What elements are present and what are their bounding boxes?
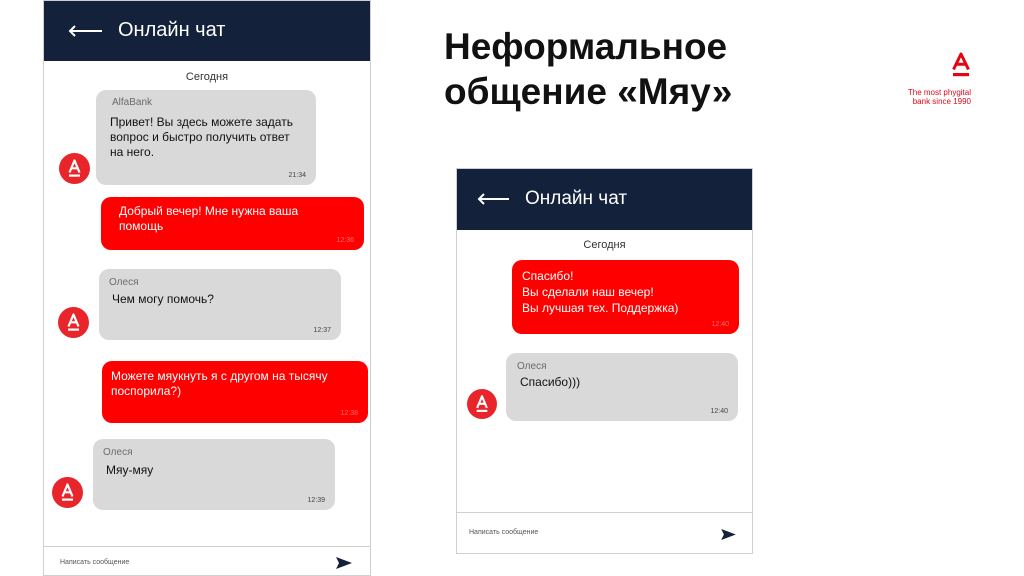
message-text — [522, 268, 678, 316]
date-separator: Сегодня — [583, 239, 626, 251]
message-line: Мяу-мяу — [106, 463, 154, 477]
message-time: 12:36 — [336, 237, 354, 244]
alfabank-avatar — [59, 153, 90, 184]
message-line: поспорила?) — [111, 384, 182, 398]
chat-window-right — [456, 168, 753, 554]
slide-title-line: Неформальное — [444, 26, 728, 67]
message-line: Спасибо! — [522, 269, 574, 283]
alfabank-logo-icon — [951, 52, 971, 80]
message-bubble-outgoing — [101, 197, 364, 250]
slide-title-line: общение «Мяу» — [444, 71, 733, 112]
message-line: помощь — [119, 219, 164, 233]
message-time: 12:38 — [340, 410, 358, 417]
chat-header — [457, 169, 752, 230]
message-line: на него. — [110, 145, 155, 159]
slide-title — [444, 24, 732, 114]
message-text — [112, 292, 214, 307]
message-line: Вы лучшая тех. Поддержка) — [522, 301, 679, 315]
composer-divider — [44, 546, 370, 547]
back-arrow-icon[interactable] — [477, 193, 511, 205]
tagline-line: The most phygital — [907, 88, 971, 97]
message-text — [119, 204, 298, 234]
alfabank-logo-icon — [52, 477, 83, 508]
send-icon[interactable] — [721, 529, 736, 540]
chat-title: Онлайн чат — [118, 19, 226, 41]
message-sender: Олеся — [103, 447, 133, 458]
message-bubble-outgoing — [102, 361, 368, 423]
tagline-line: bank since 1990 — [912, 97, 971, 106]
message-text — [106, 463, 153, 478]
message-time: 12:40 — [711, 321, 729, 328]
alfabank-avatar — [58, 307, 89, 338]
message-text — [110, 115, 293, 160]
message-time: 12:39 — [307, 497, 325, 504]
message-input[interactable]: Написать сообщение — [469, 529, 539, 536]
message-time: 21:34 — [288, 172, 306, 179]
message-sender: Олеся — [109, 277, 139, 288]
message-line: Привет! Вы здесь можете задать — [110, 115, 293, 129]
send-icon[interactable] — [336, 557, 352, 569]
chat-header — [44, 1, 370, 61]
alfabank-avatar — [467, 389, 497, 419]
message-line: вопрос и быстро получить ответ — [110, 130, 290, 144]
message-bubble-outgoing — [512, 260, 739, 334]
message-time: 12:37 — [313, 327, 331, 334]
date-separator: Сегодня — [185, 71, 229, 83]
chat-title: Онлайн чат — [525, 188, 628, 209]
message-text — [520, 375, 580, 390]
composer-divider — [457, 512, 752, 513]
message-sender: AlfaBank — [112, 97, 153, 108]
message-bubble-incoming — [506, 353, 738, 421]
alfabank-avatar — [52, 477, 83, 508]
message-line: Можете мяукнуть я с другом на тысячу — [111, 369, 328, 383]
message-line: Вы сделали наш вечер! — [522, 285, 654, 299]
message-bubble-incoming — [99, 269, 341, 340]
message-line: Добрый вечер! Мне нужна ваша — [119, 204, 299, 218]
message-line: Спасибо))) — [520, 375, 581, 389]
message-bubble-incoming — [96, 90, 316, 185]
back-arrow-icon[interactable] — [68, 25, 104, 37]
message-bubble-incoming — [93, 439, 335, 510]
message-input[interactable]: Написать сообщение — [60, 559, 130, 566]
message-text — [111, 369, 328, 399]
alfabank-logo-icon — [58, 307, 89, 338]
brand-tagline — [908, 88, 971, 106]
chat-window-left — [43, 0, 371, 576]
message-line: Чем могу помочь? — [112, 292, 214, 306]
alfabank-logo-icon — [59, 153, 90, 184]
alfabank-logo-icon — [467, 389, 497, 419]
message-sender: Олеся — [517, 361, 547, 372]
message-time: 12:40 — [710, 408, 728, 415]
